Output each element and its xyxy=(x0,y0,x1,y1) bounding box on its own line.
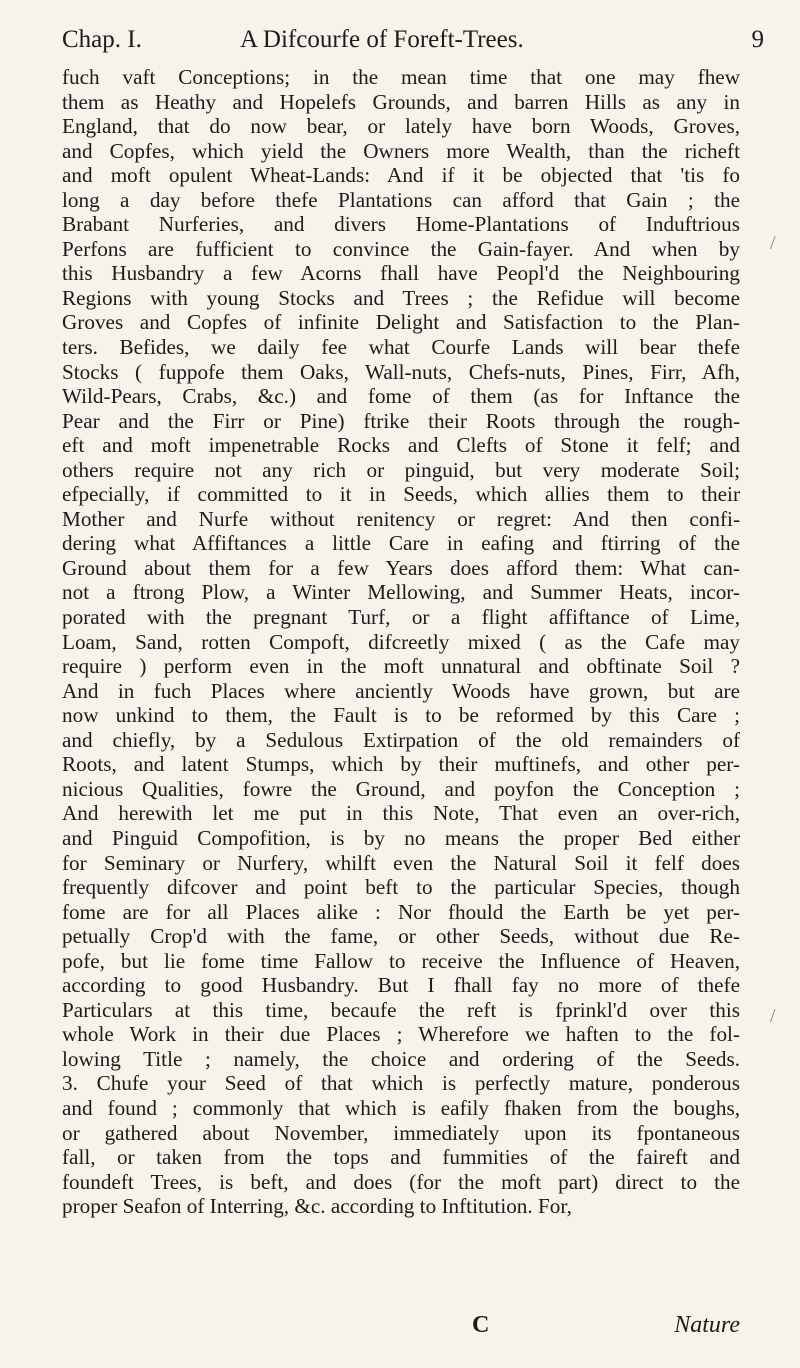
text-line: efpecially, if committed to it in Seeds, which allies them to their xyxy=(62,482,740,507)
text-line: porated with the pregnant Turf, or a flight affiftance of Lime, xyxy=(62,605,740,630)
text-line: Brabant Nurferies, and divers Home-Plantations of Induftrious xyxy=(62,212,740,237)
text-line: Mother and Nurfe without renitency or regret: And then confi- xyxy=(62,506,740,531)
text-line: this Husbandry a few Acorns fhall have Peopl'd the Neighbouring xyxy=(62,261,740,286)
text-line: Ground about them for a few Years does afford them: What can- xyxy=(62,555,740,580)
text-line: 3. Chufe your Seed of that which is perfectly mature, ponderous xyxy=(62,1071,740,1096)
text-line: according to good Husbandry. But I fhall fay no more of thefe xyxy=(62,973,740,998)
text-line: not a ftrong Plow, a Winter Mellowing, and Summer Heats, incor- xyxy=(62,580,740,605)
running-title: A Difcourfe of Foreft-Trees. xyxy=(240,26,524,53)
running-header xyxy=(62,22,764,58)
text-line: fome are for all Places alike : Nor fhould the Earth be yet per- xyxy=(62,899,740,924)
text-line: frequently difcover and point beft to the particular Species, though xyxy=(62,875,740,900)
text-line: Loam, Sand, rotten Compoft, difcreetly mixed ( as the Cafe may xyxy=(62,629,740,654)
text-line: pofe, but lie fome time Fallow to receive the Influence of Heaven, xyxy=(62,948,740,973)
text-line: Wild-Pears, Crabs, &c.) and fome of them (as for Inftance the xyxy=(62,384,740,409)
text-line: England, that do now bear, or lately have born Woods, Groves, xyxy=(62,114,740,139)
text-line: and Copfes, which yield the Owners more Wealth, than the richeft xyxy=(62,138,740,163)
signature-mark: C xyxy=(472,1312,490,1338)
text-line: Perfons are fufficient to convince the Gain-fayer. And when by xyxy=(62,236,740,261)
text-line: Pear and the Firr or Pine) ftrike their Roots through the rough- xyxy=(62,408,740,433)
text-line: and found ; commonly that which is eafily fhaken from the boughs, xyxy=(62,1095,740,1120)
text-line: Regions with young Stocks and Trees ; the Refidue will become xyxy=(62,285,740,310)
page-number: 9 xyxy=(751,26,764,53)
text-line: Particulars at this time, becaufe the reft is fprinkl'd over this xyxy=(62,997,740,1022)
text-line: now unkind to them, the Fault is to be reformed by this Care ; xyxy=(62,703,740,728)
page-footer xyxy=(62,1308,740,1342)
text-line: Stocks ( fuppofe them Oaks, Wall-nuts, Chefs-nuts, Pines, Firr, Afh, xyxy=(62,359,740,384)
text-line: and chiefly, by a Sedulous Extirpation of the old remainders of xyxy=(62,727,740,752)
text-line: others require not any rich or pinguid, but very moderate Soil; xyxy=(62,457,740,482)
text-line: ters. Befides, we daily fee what Courfe Lands will bear thefe xyxy=(62,335,740,360)
page-body xyxy=(62,65,740,1219)
text-line: petually Crop'd with the fame, or other Seeds, without due Re- xyxy=(62,924,740,949)
text-line: for Seminary or Nurfery, whilft even the Natural Soil it felf does xyxy=(62,850,740,875)
margin-tick-mark: / xyxy=(770,1005,776,1027)
text-line: dering what Affiftances a little Care in eafing and ftirring of the xyxy=(62,531,740,556)
text-line: And in fuch Places where anciently Woods have grown, but are xyxy=(62,678,740,703)
text-line: nicious Qualities, fowre the Ground, and poyfon the Conception ; xyxy=(62,776,740,801)
text-line: them as Heathy and Hopelefs Grounds, and barren Hills as any in xyxy=(62,89,740,114)
chapter-label: Chap. I. xyxy=(62,26,142,53)
text-line: and moft opulent Wheat-Lands: And if it be objected that 'tis fo xyxy=(62,163,740,188)
text-line: proper Seafon of Interring, &c. according to Inftitution. For, xyxy=(62,1194,572,1219)
text-line: require ) perform even in the moft unnatural and obftinate Soil ? xyxy=(62,654,740,679)
text-line: or gathered about November, immediately upon its fpontaneous xyxy=(62,1120,740,1145)
text-line: eft and moft impenetrable Rocks and Clefts of Stone it felf; and xyxy=(62,433,740,458)
text-line: long a day before thefe Plantations can afford that Gain ; the xyxy=(62,187,740,212)
margin-tick-mark: / xyxy=(770,232,776,254)
catchword: Nature xyxy=(674,1312,740,1338)
text-line: And herewith let me put in this Note, That even an over-rich, xyxy=(62,801,740,826)
text-line: and Pinguid Compofition, is by no means the proper Bed either xyxy=(62,825,740,850)
text-line: fuch vaft Conceptions; in the mean time that one may fhew xyxy=(62,65,740,89)
text-line: foundeft Trees, is beft, and does (for the moft part) direct to the xyxy=(62,1169,740,1194)
text-line: whole Work in their due Places ; Wherefore we haften to the fol- xyxy=(62,1022,740,1047)
text-line: Groves and Copfes of infinite Delight and Satisfaction to the Plan- xyxy=(62,310,740,335)
text-line: lowing Title ; namely, the choice and ordering of the Seeds. xyxy=(62,1046,740,1071)
text-line: Roots, and latent Stumps, which by their muftinefs, and other per- xyxy=(62,752,740,777)
text-line: fall, or taken from the tops and fummities of the faireft and xyxy=(62,1145,740,1170)
